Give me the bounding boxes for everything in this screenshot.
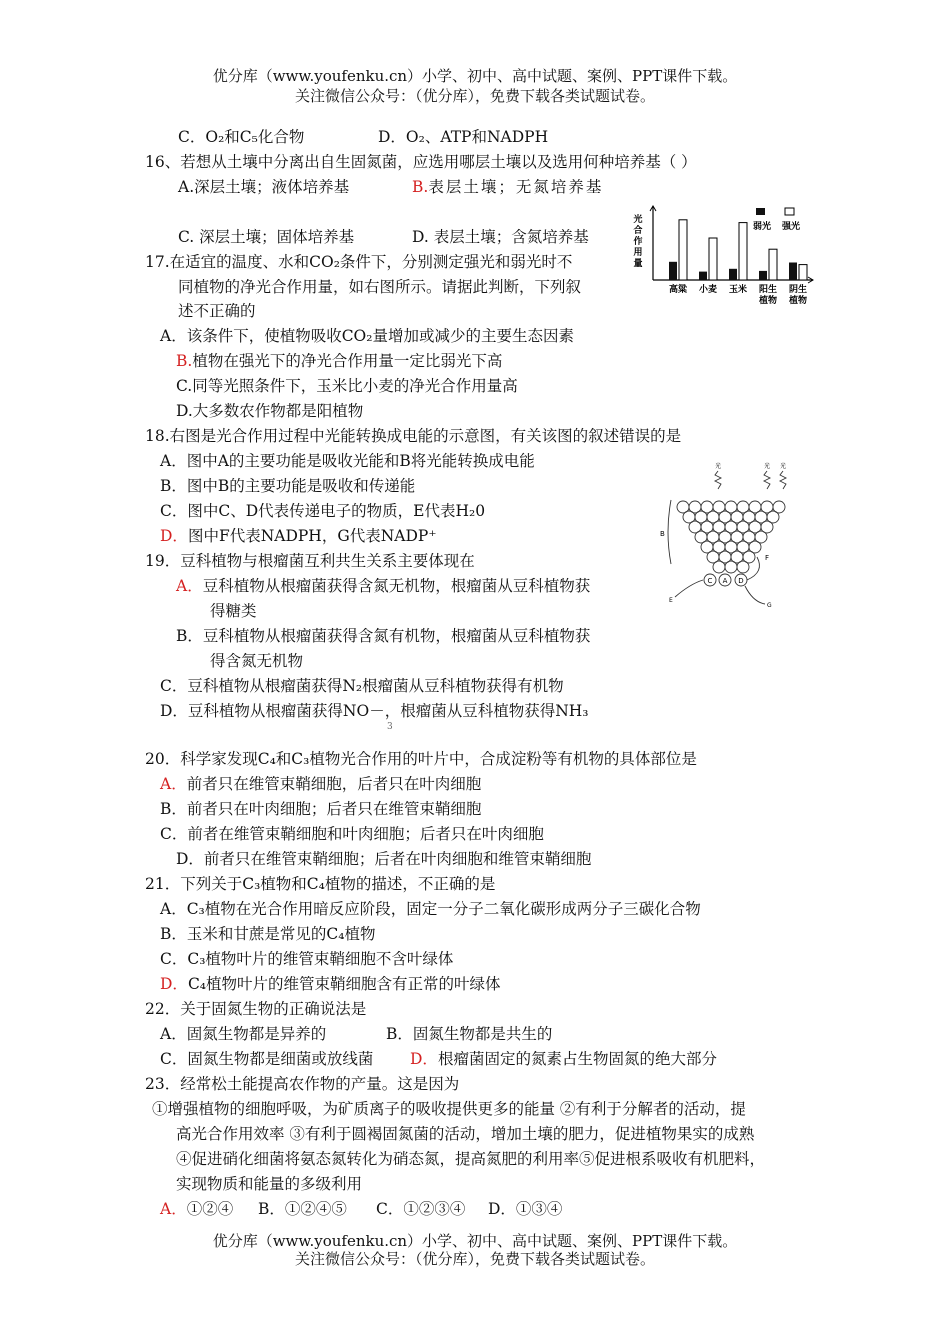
bar-weak-light [789, 263, 797, 281]
q20-option-d: D．前者只在维管束鞘细胞；后者在叶肉细胞和维管束鞘细胞 [176, 850, 592, 868]
q23-line-2: 高光合作用效率 ③有利于圆褐固氮菌的活动，增加土壤的肥力，促进植物果实的成熟 [176, 1125, 755, 1143]
y-axis-label-char: 用 [633, 248, 643, 258]
q21-stem: 21．下列关于C₃植物和C₄植物的描述，不正确的是 [145, 875, 496, 893]
x-tick-label: 阳生 [758, 285, 778, 295]
bar-strong-light [739, 223, 747, 280]
q23-a-letter: A． [160, 1200, 187, 1218]
q21-option-b: B．玉米和甘蔗是常见的C₄植物 [160, 925, 376, 943]
light-label: 光 [714, 463, 722, 470]
x-tick-label: 小麦 [698, 285, 718, 295]
y-axis-label-char: 光 [633, 215, 643, 225]
q15-option-d: D．O₂、ATP和NADPH [378, 128, 549, 146]
q17-b-letter: B. [176, 352, 193, 370]
q18-option-a: A．图中A的主要功能是吸收光能和B将光能转换成电能 [160, 452, 535, 470]
legend-strong-swatch [785, 208, 794, 215]
bar-weak-light [669, 262, 677, 280]
footer-line-2: 关注微信公众号：（优分库），免费下载各类试题试卷。 [294, 1250, 655, 1268]
q23-stem: 23．经常松土能提高农作物的产量。这是因为 [145, 1075, 460, 1093]
q18-option-d [160, 526, 437, 546]
q20-option-b: B．前者只在叶肉细胞；后者只在维管束鞘细胞 [160, 800, 482, 818]
pigment-molecule [737, 561, 749, 573]
legend-weak-swatch [756, 208, 765, 215]
q22-d-text: 根瘤菌固定的氮素占生物固氮的绝大部分 [437, 1050, 717, 1068]
header-line-2: 关注微信公众号：（优分库），免费下载各类试题试卷。 [294, 87, 655, 105]
label-b: B [660, 530, 665, 538]
q17-b-text: 植物在强光下的净光合作用量一定比弱光下高 [192, 352, 503, 370]
q17-stem-3: 述不正确的 [178, 302, 256, 320]
y-axis-label-char: 作 [633, 237, 643, 247]
q20-option-a [160, 774, 481, 794]
q17-option-c: C.同等光照条件下，玉米比小麦的净光合作用量高 [176, 377, 518, 395]
q19-a-text: 豆科植物从根瘤菌获得含氮无机物，根瘤菌从豆科植物获 [202, 577, 591, 595]
bar-strong-light [679, 220, 687, 280]
label-g: G [767, 602, 772, 609]
q17-option-a: A．该条件下，使植物吸收CO₂量增加或减少的主要生态因素 [160, 327, 574, 345]
q16-option-d: D. 表层土壤；含氮培养基 [412, 228, 589, 246]
q16-option-a: A.深层土壤；液体培养基 [178, 178, 350, 196]
q20-a-text: 前者只在维管束鞘细胞，后者只在叶肉细胞 [186, 775, 482, 793]
q17-stem-1: 17.在适宜的温度、水和CO₂条件下，分别测定强光和弱光时不 [145, 253, 573, 271]
q23-line-4: 实现物质和能量的多级利用 [176, 1175, 363, 1193]
light-zigzag-arrow [764, 471, 770, 489]
x-tick-label: 玉米 [728, 285, 748, 295]
q18-stem: 18.右图是光合作用过程中光能转换成电能的示意图，有关该图的叙述错误的是 [145, 427, 682, 445]
footer-line-1: 优分库（www.youfenku.cn）小学、初中、高中试题、案例、PPT课件下载。 [212, 1232, 738, 1250]
q19-option-d: D．豆科植物从根瘤菌获得NO－，根瘤菌从豆科植物获得NH₃ [160, 702, 589, 720]
q18-option-b: B．图中B的主要功能是吸收和传递能 [160, 477, 416, 495]
q19-d-subscript: 3 [387, 722, 393, 732]
q23-line-3: ④促进硝化细菌将氨态氮转化为硝态氮，提高氮肥的利用率⑤促进根系吸收有机肥料， [176, 1150, 766, 1168]
q23-line-1: ①增强植物的细胞呼吸，为矿质离子的吸收提供更多的能量 ②有利于分解者的活动，提 [152, 1100, 746, 1118]
pigment-molecule [713, 561, 725, 573]
label-e: E [669, 597, 673, 604]
q23-option-c: C．①②③④ [376, 1200, 466, 1218]
q21-option-a: A．C₃植物在光合作用暗反应阶段，固定一分子二氧化碳形成两分子三碳化合物 [160, 900, 701, 918]
q19-option-b-cont: 得含氮无机物 [210, 652, 304, 670]
carrier-label: A [722, 577, 728, 585]
q21-option-c: C．C₃植物叶片的维管束鞘细胞不含叶绿体 [160, 950, 454, 968]
q20-stem: 20．科学家发现C₄和C₃植物光合作用的叶片中，合成淀粉等有机物的具体部位是 [145, 750, 697, 768]
q22-stem: 22．关于固氮生物的正确说法是 [145, 1000, 367, 1018]
q23-option-b: B．①②④⑤ [258, 1200, 347, 1218]
q22-option-a: A．固氮生物都是异养的 [160, 1025, 327, 1043]
q19-option-a [176, 576, 590, 596]
q21-option-d [160, 974, 501, 994]
bar-strong-light [709, 238, 717, 280]
q21-d-letter: D． [160, 975, 188, 993]
bar-strong-light [799, 265, 807, 280]
q20-a-letter: A． [160, 775, 187, 793]
q22-option-d [410, 1049, 717, 1069]
q16-b-letter: B. [412, 178, 429, 196]
x-tick-label: 植物 [758, 296, 778, 306]
light-label: 光 [763, 463, 771, 470]
bar-weak-light [699, 272, 707, 280]
net-photosynthesis-chart [628, 198, 818, 313]
q18-option-c: C．图中C、D代表传递电子的物质，E代表H₂0 [160, 502, 486, 520]
light-label: 光 [779, 463, 787, 470]
q16-option-b [412, 177, 603, 197]
q17-option-b [176, 351, 502, 371]
label-f: F [765, 554, 770, 562]
q22-option-c: C．固氮生物都是细菌或放线菌 [160, 1050, 374, 1068]
q17-option-d: D.大多数农作物都是阳植物 [176, 402, 364, 420]
q18-d-letter: D． [160, 527, 188, 545]
q16-b-text: 表层土壤；无氮培养基 [428, 178, 604, 196]
legend-strong-label: 强光 [782, 222, 801, 232]
q19-stem: 19．豆科植物与根瘤菌互利共生关系主要体现在 [145, 552, 475, 570]
carrier-label: D [738, 577, 744, 585]
x-tick-label: 高粱 [668, 285, 688, 295]
q19-a-letter: A． [176, 577, 203, 595]
q20-option-c: C．前者在维管束鞘细胞和叶肉细胞；后者只在叶肉细胞 [160, 825, 544, 843]
q23-option-a [160, 1199, 233, 1219]
arrow-e [675, 580, 703, 597]
y-axis-label-char: 量 [633, 259, 643, 269]
pigment-molecule [725, 561, 737, 573]
q19-option-a-cont: 得糖类 [210, 602, 257, 620]
q22-d-letter: D． [410, 1050, 438, 1068]
q19-option-b: B．豆科植物从根瘤菌获得含氮有机物，根瘤菌从豆科植物获 [176, 627, 591, 645]
bar-weak-light [759, 271, 767, 280]
bracket-b [668, 500, 671, 564]
q19-option-c: C．豆科植物从根瘤菌获得N₂根瘤菌从豆科植物获得有机物 [160, 677, 564, 695]
q23-a-text: ①②④ [186, 1200, 234, 1218]
carrier-label: C [707, 577, 713, 585]
q22-option-b: B．固氮生物都是共生的 [386, 1025, 553, 1043]
light-zigzag-arrow [780, 471, 786, 489]
arrow-g [745, 586, 765, 604]
bar-strong-light [769, 249, 777, 280]
q18-d-text: 图中F代表NADPH，G代表NADP⁺ [187, 527, 437, 545]
y-axis-label-char: 合 [633, 226, 643, 236]
bar-weak-light [729, 269, 737, 280]
header-line-1: 优分库（www.youfenku.cn）小学、初中、高中试题、案例、PPT课件下载。 [212, 67, 738, 85]
q23-option-d: D．①③④ [488, 1200, 563, 1218]
x-tick-label: 植物 [788, 296, 808, 306]
light-energy-conversion-diagram [655, 462, 805, 612]
legend-weak-label: 弱光 [753, 222, 772, 232]
light-zigzag-arrow [715, 471, 721, 489]
q17-stem-2: 同植物的净光合作用量，如右图所示。请据此判断，下列叙 [178, 278, 582, 296]
q15-option-c: C．O₂和C₅化合物 [178, 128, 305, 146]
x-tick-label: 阴生 [788, 285, 808, 295]
q21-d-text: C₄植物叶片的维管束鞘细胞含有正常的叶绿体 [187, 975, 501, 993]
q16-stem: 16、若想从土壤中分离出自生固氮菌，应选用哪层土壤以及选用何种培养基（ ） [145, 153, 697, 171]
q16-option-c: C. 深层土壤；固体培养基 [178, 228, 355, 246]
